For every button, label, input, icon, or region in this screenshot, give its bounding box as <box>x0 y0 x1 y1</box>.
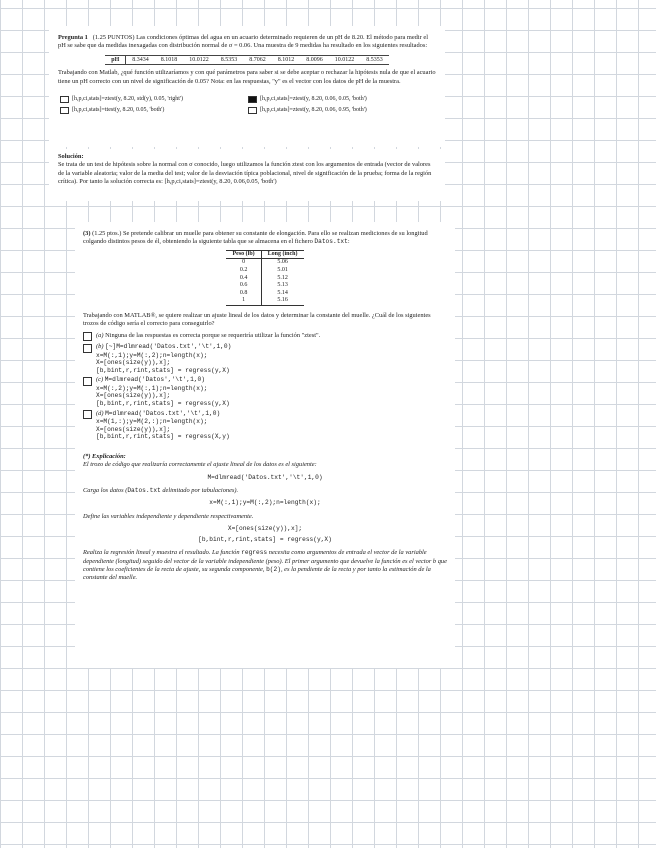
code-line: X=[ones(size(y)),x]; <box>96 425 171 433</box>
question-1-options <box>58 95 436 115</box>
option-text: [h,p,ci,stats]=ztest(y, 8.20, 0.06, 0.95, 'both') <box>260 107 367 114</box>
checkbox[interactable] <box>248 107 257 114</box>
code-line: X=[ones(size(y)),x]; <box>96 392 171 400</box>
question-2-card <box>75 222 455 668</box>
question-1-option[interactable] <box>60 106 248 114</box>
table-row <box>226 282 303 290</box>
code-line: x=M(1,:);y=M(2,:);n=length(x); <box>96 418 208 426</box>
table-cell: 5.12 <box>277 274 288 281</box>
ph-value: 8.0096 <box>300 55 329 64</box>
table-cell: 0.4 <box>226 275 261 283</box>
table-cell: 0 <box>226 259 261 267</box>
table-cell: 1 <box>226 297 261 305</box>
table-row <box>226 259 303 267</box>
question-1-option[interactable] <box>248 95 436 103</box>
question-2-option[interactable] <box>83 410 447 441</box>
code-line: [b,bint,r,rint,stats] = regress(y,X) <box>96 366 230 374</box>
checkbox[interactable] <box>83 377 92 386</box>
table-cell: 0.2 <box>226 267 261 275</box>
code-line: [b,bint,r,rint,stats] = regress(X,y) <box>96 433 230 441</box>
question-1-points: (1.25 PUNTOS) <box>92 34 135 41</box>
table-cell: 5.13 <box>277 282 288 289</box>
explanation-line-3: Define las variables independiente y dependiente respectivamente. <box>83 512 254 520</box>
table-row <box>226 297 303 305</box>
option-label: (a) <box>96 331 104 339</box>
explanation-2 <box>83 453 447 583</box>
checkbox[interactable] <box>83 344 92 353</box>
option-text: [h,p,ci,stats]=ztest(y, 8.20, 0.06, 0.05, 'both') <box>260 96 367 103</box>
question-2-prompt: Trabajando con MATLAB®, se quiere realizar un ajuste lineal de los datos y determinar la constante del muelle. ¿Cuál de los siguientes trozos de código sería el correcto para conseguirlo? <box>83 311 431 328</box>
ph-value: 8.1018 <box>155 55 184 64</box>
code-line: M=dlmread('Datos.txt','\t',1,0) <box>105 409 221 417</box>
question-2-number: (3) <box>83 230 91 237</box>
solution-heading: Solución: <box>58 153 84 160</box>
code-line: x=M(:,2);y=M(:,1);n=length(x); <box>96 384 208 392</box>
checkbox[interactable] <box>83 332 92 341</box>
table-row <box>226 275 303 283</box>
checkbox[interactable] <box>60 107 69 114</box>
option-label: (b) <box>96 343 104 351</box>
code-line: M=dlmread('Datos','\t',1,0) <box>104 376 205 384</box>
solution-1-card <box>49 149 445 201</box>
table-cell: 5.16 <box>261 297 303 305</box>
question-2-intro-text: (1.25 ptos.) Se pretende calibrar un muelle para obtener su constante de elongación. Para ello se realizan mediciones de su longitud colgando distintos pesos de él, obteniendo la siguiente tabla que se almacena en el fichero <box>83 230 428 246</box>
option-text: [h,p,ci,stats]=ttest(y, 8.20, 0.05, 'both') <box>72 107 165 114</box>
question-1-prompt: Trabajando con Matlab, ¿qué función utilizaríamos y con qué parámetros para saber si se debe aceptar o rechazar la hipótesis nula de que el acuario tiene un pH correcto con un nivel de significación de 0.05? Nota: en las respuestas, "y" es el vector con los datos de pH de la muestra. <box>58 69 436 85</box>
checked-checkbox[interactable] <box>248 96 257 103</box>
explanation-line-1: El trozo de código que realizaría correctamente el ajuste lineal de los datos es el siguiente: <box>83 461 317 469</box>
question-1-card <box>49 26 445 147</box>
table-cell: 0.6 <box>226 282 261 290</box>
explanation-code-3: X=[ones(size(y)),x]; <box>227 525 303 533</box>
ph-table <box>105 55 389 65</box>
checkbox[interactable] <box>83 410 92 419</box>
code-line: [~]M=dlmread('Datos.txt','\t',1,0) <box>105 343 232 351</box>
solution-text: Se trata de un test de hipótesis sobre la normal con σ conocido, luego utilizamos la función ztest con los argumentos de entrada (vector de valores de la variable aleatoria; valor de la media del test; valor de la desviación típica poblacional, nivel de significación de la prueba; forma de la región crítica). Por tanto la solución correcta es: [h,p,ci,stats]=ztest(y, 8.20, 0.06,0.05, 'both') <box>58 161 432 186</box>
question-1-option[interactable] <box>248 106 436 114</box>
question-1-option[interactable] <box>60 95 248 103</box>
table-header: Peso (lb) <box>226 250 261 259</box>
table-cell: 5.06 <box>277 259 288 266</box>
ph-value: 10.0122 <box>329 55 361 64</box>
explanation-code-1: M=dlmread('Datos.txt','\t',1,0) <box>207 473 323 481</box>
question-2-option[interactable] <box>83 376 447 407</box>
code-line: X=[ones(size(y)),x]; <box>96 359 171 367</box>
ph-value: 8.5353 <box>360 55 389 64</box>
question-2-intro: (3) (1.25 ptos.) Se pretende calibrar un muelle para obtener su constante de elongación. Para ello se realizan mediciones de su longitud colgando distintos pesos de él, obteniendo la siguiente tabla que se almacena en el fichero Datos.txt: <box>83 230 428 246</box>
explanation-line-4: Realiza la regresión lineal y muestra el resultado. La función regress necesita como argumentos de entrada el vector de la variable dependiente (longitud) seguido del vector de la variable independiente (peso). El primer argumento que devuelve la función es el vector b que contiene los coeficientes de la recta de ajuste, su segunda componente, b(2), es la pendiente de la recta y por tanto la estimación de la constante del muelle. <box>83 549 447 582</box>
question-1-heading: Pregunta 1 <box>58 34 88 41</box>
table-header: Long (inch) <box>261 250 303 259</box>
ph-value: 8.1012 <box>272 55 301 64</box>
table-row <box>226 290 303 298</box>
table-row <box>226 267 303 275</box>
ph-value: 8.5353 <box>215 55 244 64</box>
question-2-options <box>83 332 447 441</box>
explanation-code-4: [b,bint,r,rint,stats] = regress(y,X) <box>198 535 332 543</box>
option-text: [h,p,ci,stats]=ztest(y, 8.20, std(y), 0.05, 'right') <box>72 96 183 103</box>
table-cell: 5.14 <box>277 289 288 296</box>
explanation-line-2: Carga los datos (Datos.txt delimitado por tabulaciones). <box>83 487 239 495</box>
code-line: [b,bint,r,rint,stats] = regress(y,X) <box>96 400 230 408</box>
option-text: Ninguna de las respuestas es correcta porque se requeriría utilizar la función "ztest". <box>105 331 321 339</box>
checkbox[interactable] <box>60 96 69 103</box>
option-label: (c) <box>96 376 104 384</box>
table-cell: 0.8 <box>226 290 261 298</box>
table-cell: 5.01 <box>277 267 288 273</box>
question-1-intro-text: Las condiciones óptimas del agua en un acuario determinado requieren de un pH de 8.20. El método para medir el pH se sabe que da medidas inexagadas con distribución normal de σ = 0.06. Una muestra de 9 medidas ha resultado en los siguientes resultados: <box>58 34 428 50</box>
ph-value: 8.3434 <box>126 55 155 64</box>
ph-value: 10.0122 <box>183 55 215 64</box>
explanation-heading: (*) Explicación: <box>83 452 126 460</box>
explanation-code-2: x=M(:,1);y=M(:,2);n=length(x); <box>209 499 321 507</box>
question-2-option[interactable] <box>83 332 447 342</box>
question-2-filename: Datos.txt <box>314 238 348 246</box>
code-line: x=M(:,1);y=M(:,2);n=length(x); <box>96 351 208 359</box>
ph-value: 8.7062 <box>243 55 272 64</box>
spring-data-table <box>226 250 303 306</box>
ph-table-label: pH <box>105 55 126 64</box>
question-2-option[interactable] <box>83 343 447 374</box>
question-1-intro <box>58 34 436 51</box>
option-label: (d) <box>96 409 104 417</box>
